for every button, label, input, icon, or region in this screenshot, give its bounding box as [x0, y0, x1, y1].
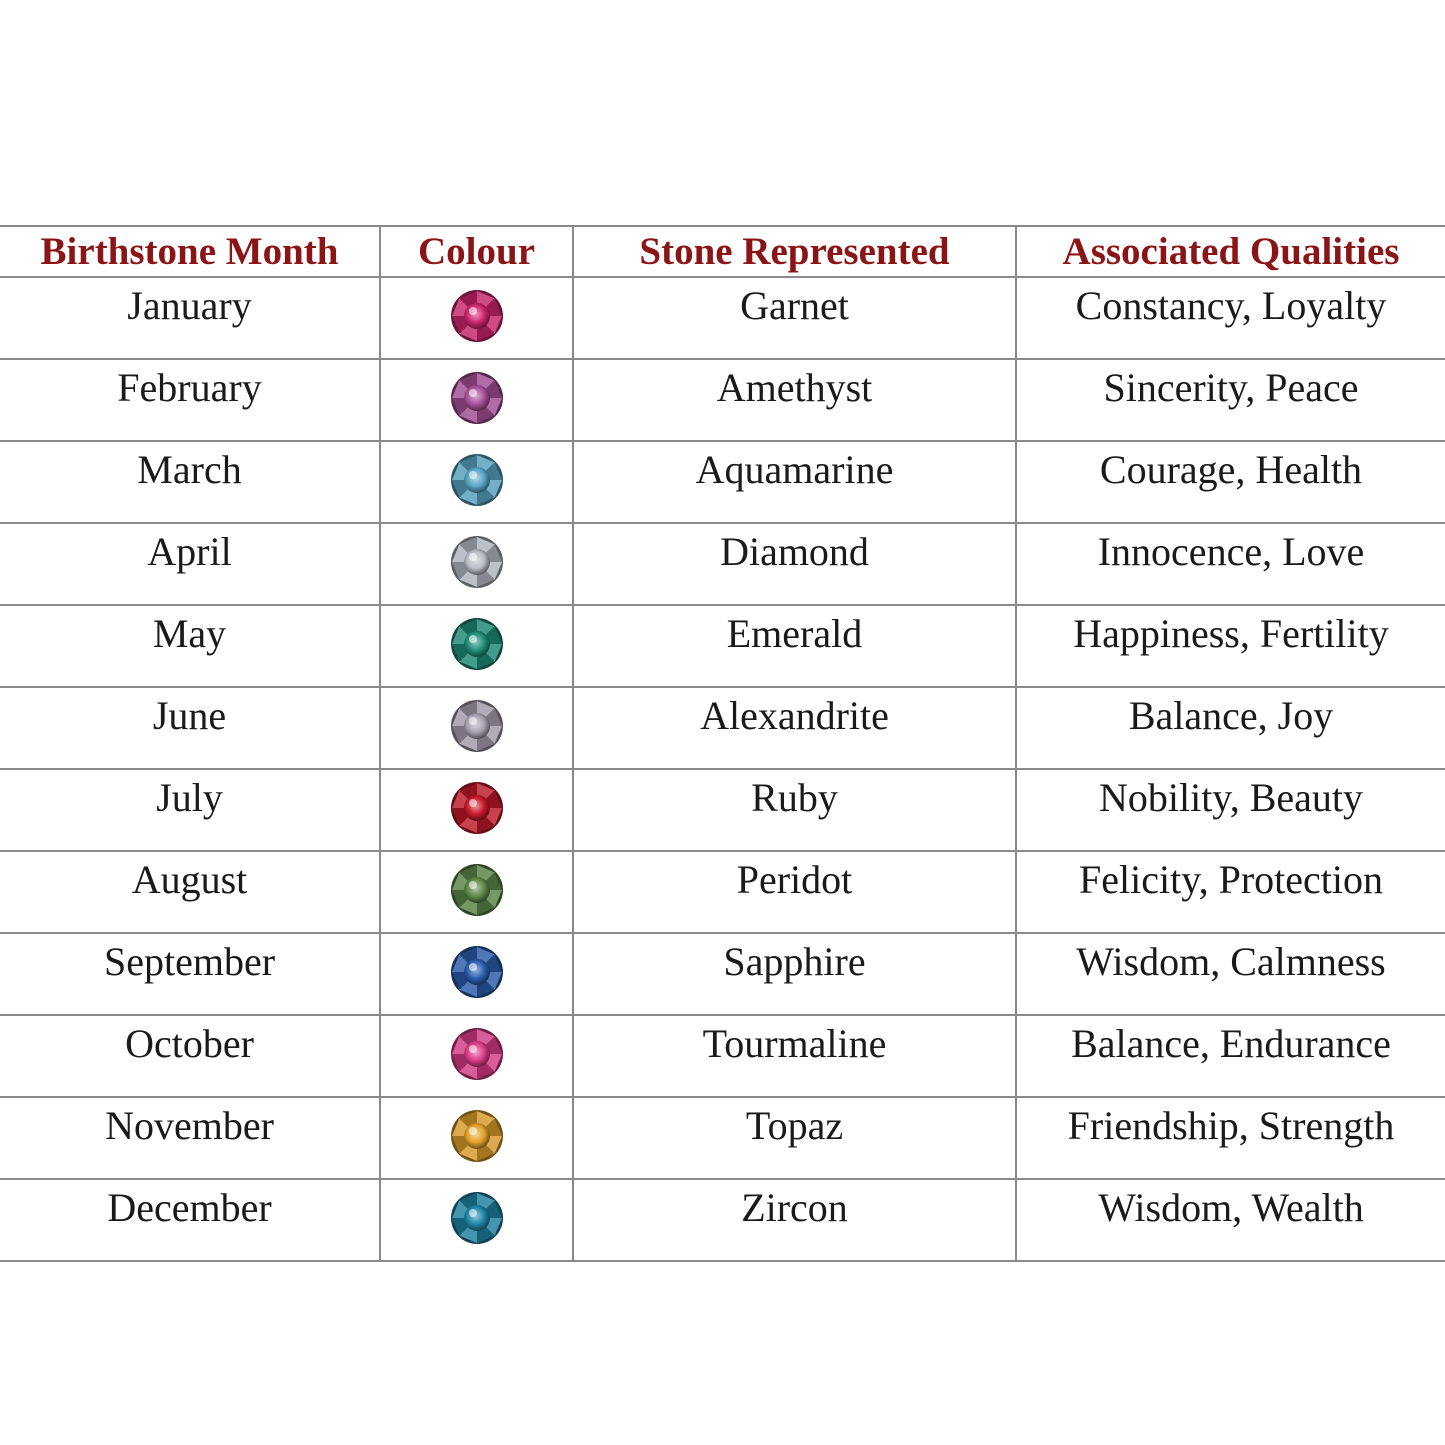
clear-gem-icon — [449, 534, 505, 590]
table-row — [0, 1097, 1445, 1179]
blue-gem-icon — [449, 944, 505, 1000]
stone-cell: Garnet — [573, 277, 1016, 359]
table-row — [0, 441, 1445, 523]
colour-cell — [380, 1015, 573, 1097]
header-associated-qualities: Associated Qualities — [1016, 226, 1445, 277]
table-row — [0, 1015, 1445, 1097]
olive-gem-icon — [449, 862, 505, 918]
header-stone-represented: Stone Represented — [573, 226, 1016, 277]
qualities-cell: Felicity, Protection — [1016, 851, 1445, 933]
stone-cell: Peridot — [573, 851, 1016, 933]
month-cell: January — [0, 277, 380, 359]
colour-cell — [380, 933, 573, 1015]
header-colour: Colour — [380, 226, 573, 277]
colour-cell — [380, 523, 573, 605]
stone-cell: Tourmaline — [573, 1015, 1016, 1097]
colour-cell — [380, 687, 573, 769]
qualities-cell: Happiness, Fertility — [1016, 605, 1445, 687]
green-gem-icon — [449, 616, 505, 672]
colour-cell — [380, 1179, 573, 1261]
table-row — [0, 687, 1445, 769]
month-cell: April — [0, 523, 380, 605]
month-cell: December — [0, 1179, 380, 1261]
qualities-cell: Wisdom, Wealth — [1016, 1179, 1445, 1261]
colour-cell — [380, 277, 573, 359]
qualities-cell: Balance, Endurance — [1016, 1015, 1445, 1097]
birthstone-table-container — [0, 225, 1445, 1262]
stone-cell: Alexandrite — [573, 687, 1016, 769]
header-birthstone-month: Birthstone Month — [0, 226, 380, 277]
month-cell: June — [0, 687, 380, 769]
stone-cell: Aquamarine — [573, 441, 1016, 523]
colour-cell — [380, 851, 573, 933]
table-row — [0, 851, 1445, 933]
rose-gem-icon — [449, 1026, 505, 1082]
stone-cell: Amethyst — [573, 359, 1016, 441]
stone-cell: Topaz — [573, 1097, 1016, 1179]
qualities-cell: Friendship, Strength — [1016, 1097, 1445, 1179]
colour-cell — [380, 1097, 573, 1179]
qualities-cell: Sincerity, Peace — [1016, 359, 1445, 441]
table-row — [0, 523, 1445, 605]
stone-cell: Emerald — [573, 605, 1016, 687]
table-row — [0, 1179, 1445, 1261]
month-cell: September — [0, 933, 380, 1015]
month-cell: February — [0, 359, 380, 441]
colour-cell — [380, 769, 573, 851]
header-row — [0, 226, 1445, 277]
qualities-cell: Nobility, Beauty — [1016, 769, 1445, 851]
month-cell: November — [0, 1097, 380, 1179]
qualities-cell: Constancy, Loyalty — [1016, 277, 1445, 359]
qualities-cell: Wisdom, Calmness — [1016, 933, 1445, 1015]
qualities-cell: Innocence, Love — [1016, 523, 1445, 605]
lavender-gem-icon — [449, 698, 505, 754]
teal-gem-icon — [449, 1190, 505, 1246]
colour-cell — [380, 359, 573, 441]
table-row — [0, 933, 1445, 1015]
colour-cell — [380, 441, 573, 523]
amber-gem-icon — [449, 1108, 505, 1164]
table-row — [0, 769, 1445, 851]
table-row — [0, 277, 1445, 359]
stone-cell: Sapphire — [573, 933, 1016, 1015]
table-row — [0, 605, 1445, 687]
light-blue-gem-icon — [449, 452, 505, 508]
qualities-cell: Balance, Joy — [1016, 687, 1445, 769]
stone-cell: Zircon — [573, 1179, 1016, 1261]
table-header — [0, 226, 1445, 277]
month-cell: March — [0, 441, 380, 523]
stone-cell: Diamond — [573, 523, 1016, 605]
month-cell: August — [0, 851, 380, 933]
month-cell: May — [0, 605, 380, 687]
table-body — [0, 277, 1445, 1261]
birthstone-table — [0, 225, 1445, 1262]
red-gem-icon — [449, 780, 505, 836]
table-row — [0, 359, 1445, 441]
purple-gem-icon — [449, 370, 505, 426]
month-cell: October — [0, 1015, 380, 1097]
qualities-cell: Courage, Health — [1016, 441, 1445, 523]
colour-cell — [380, 605, 573, 687]
pink-gem-icon — [449, 288, 505, 344]
stone-cell: Ruby — [573, 769, 1016, 851]
month-cell: July — [0, 769, 380, 851]
